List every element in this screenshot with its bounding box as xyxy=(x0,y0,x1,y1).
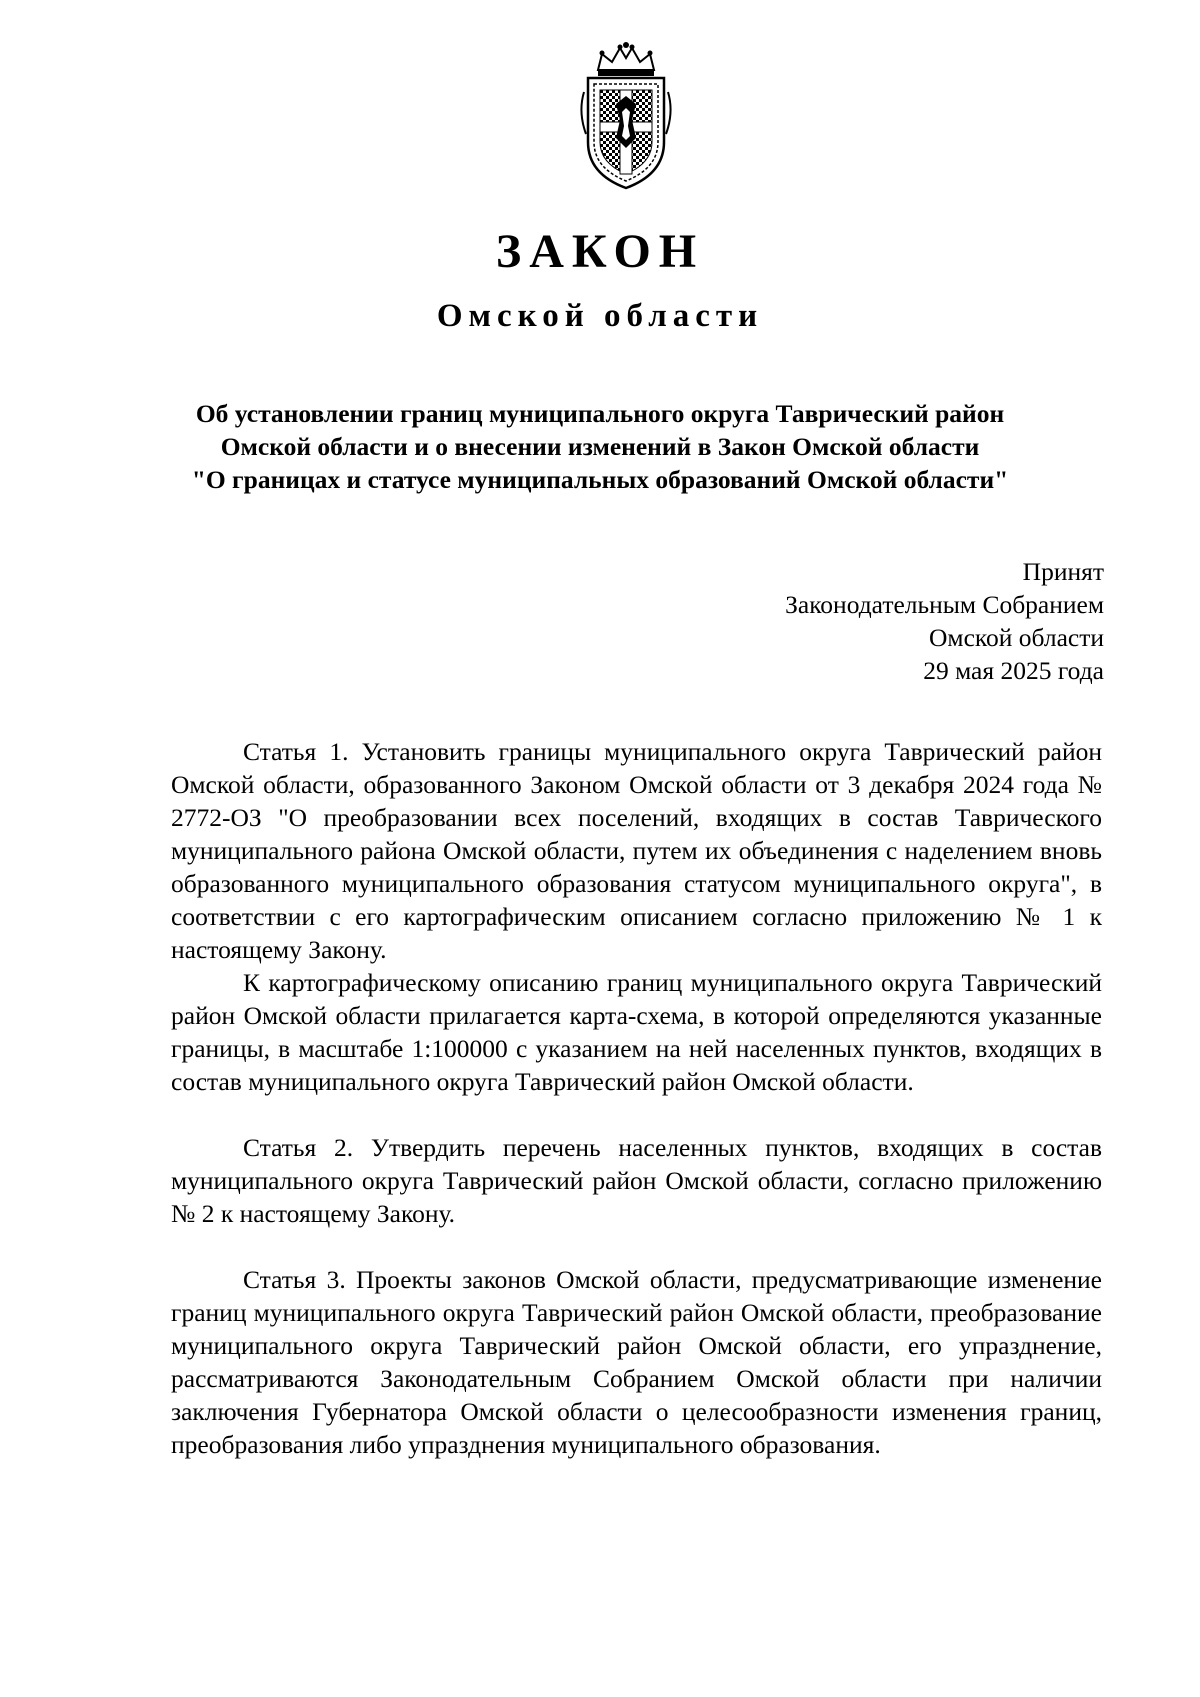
article-1-paragraph: Статья 1. Установить границы муниципального округа Таврический район Омской области, образованного Законом Омской области от 3 декабря 2024 года № 2772-ОЗ "О преобразовании всех поселений, входящих в состав Таврического муниципального района Омской области, путем их объединения с наделением вновь образованного муниципального образования статусом муниципального округа", в соответствии с его картографическим описанием согласно приложению № 1 к настоящему Закону. xyxy=(171,737,1102,964)
article-2-paragraph: Статья 2. Утвердить перечень населенных пунктов, входящих в состав муниципального округа Таврический район Омской области, согласно приложению № 2 к настоящему Закону. xyxy=(171,1133,1102,1228)
adoption-line: Законодательным Собранием xyxy=(785,590,1104,619)
article-3-paragraph: Статья 3. Проекты законов Омской области, предусматривающие изменение границ муниципального округа Таврический район Омской области, преобразование муниципального округа Таврический район Омской области, его упразднение, рассматриваются Законодательным Собранием Омской области при наличии заключения Губернатора Омской области о целесообразности изменения границ, преобразования либо упразднения муниципального образования. xyxy=(171,1265,1102,1459)
adoption-line: Принят xyxy=(1022,557,1104,586)
subject-line: Об установлении границ муниципального округа Таврический район xyxy=(195,399,1005,428)
law-title: ЗАКОН xyxy=(495,225,705,278)
subject-line: "О границах и статусе муниципальных образований Омской области" xyxy=(191,465,1009,494)
subject-line: Омской области и о внесении изменений в Закон Омской области xyxy=(220,432,980,461)
adoption-line: Омской области xyxy=(929,623,1104,652)
omsk-region-coat-of-arms-icon xyxy=(576,42,676,192)
law-region: Омской области xyxy=(436,298,764,334)
adoption-date: 29 мая 2025 года xyxy=(923,656,1104,685)
adoption-block xyxy=(785,555,1104,687)
article-1-paragraph-2: К картографическому описанию границ муниципального округа Таврический район Омской области прилагается карта-схема, в которой определяются указанные границы, в масштабе 1:100000 с указанием на ней населенных пунктов, входящих в состав муниципального округа Таврический район Омской области. xyxy=(171,968,1102,1096)
law-body xyxy=(171,735,1102,1461)
law-subject xyxy=(150,397,1050,496)
